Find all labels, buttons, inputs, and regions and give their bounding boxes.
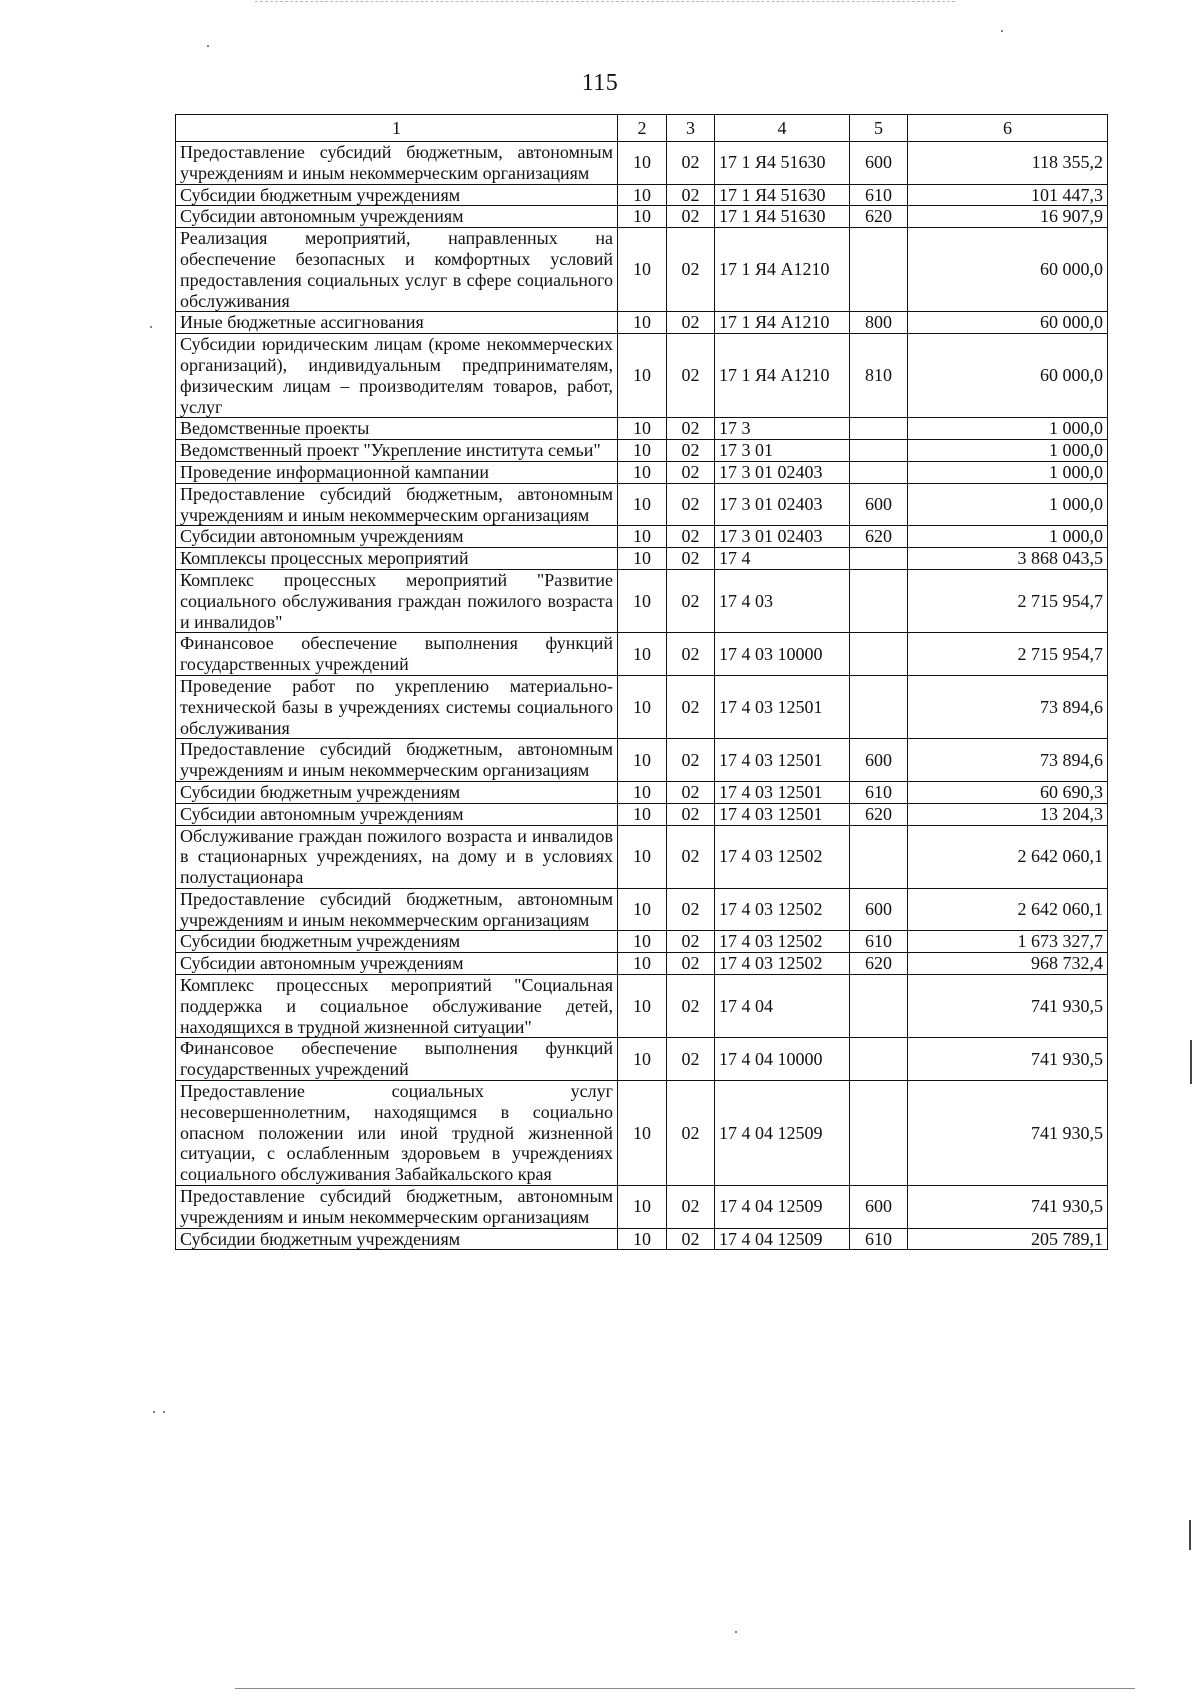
- row-amount-cell: 2 642 060,1: [908, 888, 1108, 931]
- row-amount-cell: 1 000,0: [908, 461, 1108, 483]
- row-amount-cell: 1 000,0: [908, 526, 1108, 548]
- table-row: [176, 1228, 1108, 1250]
- row-name-cell: Предоставление субсидий бюджетным, автономным учреждениям и иным некоммерческим организациям: [176, 888, 618, 931]
- row-expense-type-cell: [850, 228, 908, 312]
- table-row: [176, 931, 1108, 953]
- row-amount-cell: 205 789,1: [908, 1228, 1108, 1250]
- row-subsection-cell: 02: [667, 418, 715, 440]
- table-row: [176, 781, 1108, 803]
- header-cell-5: 5: [850, 115, 908, 142]
- table-row: [176, 526, 1108, 548]
- row-amount-cell: 60 000,0: [908, 312, 1108, 334]
- row-section-cell: 10: [618, 526, 667, 548]
- row-target-code-cell: 17 1 Я4 А1210: [715, 334, 850, 418]
- table-row: [176, 418, 1108, 440]
- table-row: [176, 440, 1108, 462]
- header-cell-4: 4: [715, 115, 850, 142]
- row-name-cell: Финансовое обеспечение выполнения функций государственных учреждений: [176, 1038, 618, 1081]
- row-amount-cell: 60 000,0: [908, 334, 1108, 418]
- row-amount-cell: 60 690,3: [908, 781, 1108, 803]
- scan-speck: [163, 1411, 165, 1413]
- row-amount-cell: 1 000,0: [908, 483, 1108, 526]
- row-name-cell: Иные бюджетные ассигнования: [176, 312, 618, 334]
- row-name-cell: Комплекс процессных мероприятий "Социальная поддержка и социальное обслуживание детей, находящихся в трудной жизненной ситуации": [176, 975, 618, 1038]
- row-target-code-cell: 17 3 01 02403: [715, 526, 850, 548]
- row-name-cell: Предоставление субсидий бюджетным, автономным учреждениям и иным некоммерческим организациям: [176, 483, 618, 526]
- row-subsection-cell: 02: [667, 334, 715, 418]
- row-name-cell: Ведомственные проекты: [176, 418, 618, 440]
- scan-top-edge: [255, 1, 955, 2]
- row-target-code-cell: 17 4: [715, 548, 850, 570]
- row-name-cell: Комплекс процессных мероприятий "Развитие социального обслуживания граждан пожилого возраста и инвалидов": [176, 569, 618, 632]
- table-row: [176, 548, 1108, 570]
- scan-speck: [153, 1411, 155, 1413]
- row-name-cell: Субсидии автономным учреждениям: [176, 803, 618, 825]
- row-target-code-cell: 17 4 04 12509: [715, 1228, 850, 1250]
- row-section-cell: 10: [618, 206, 667, 228]
- row-amount-cell: 2 715 954,7: [908, 569, 1108, 632]
- table-row: [176, 228, 1108, 312]
- row-name-cell: Субсидии бюджетным учреждениям: [176, 781, 618, 803]
- row-expense-type-cell: 600: [850, 142, 908, 185]
- row-amount-cell: 1 673 327,7: [908, 931, 1108, 953]
- row-target-code-cell: 17 4 03 12501: [715, 803, 850, 825]
- scan-bottom-edge: [235, 1688, 1135, 1689]
- row-expense-type-cell: 620: [850, 953, 908, 975]
- row-amount-cell: 13 204,3: [908, 803, 1108, 825]
- row-amount-cell: 741 930,5: [908, 1081, 1108, 1186]
- row-section-cell: 10: [618, 334, 667, 418]
- table-row: [176, 142, 1108, 185]
- row-target-code-cell: 17 1 Я4 А1210: [715, 312, 850, 334]
- row-section-cell: 10: [618, 142, 667, 185]
- header-cell-2: 2: [618, 115, 667, 142]
- row-section-cell: 10: [618, 1186, 667, 1229]
- header-cell-6: 6: [908, 115, 1108, 142]
- row-subsection-cell: 02: [667, 184, 715, 206]
- row-expense-type-cell: 800: [850, 312, 908, 334]
- row-expense-type-cell: 600: [850, 739, 908, 782]
- table-row: [176, 825, 1108, 888]
- table-row: [176, 1081, 1108, 1186]
- row-subsection-cell: 02: [667, 1038, 715, 1081]
- row-expense-type-cell: 600: [850, 888, 908, 931]
- row-name-cell: Финансовое обеспечение выполнения функций государственных учреждений: [176, 633, 618, 676]
- row-name-cell: Субсидии автономным учреждениям: [176, 526, 618, 548]
- row-target-code-cell: 17 4 03: [715, 569, 850, 632]
- row-subsection-cell: 02: [667, 975, 715, 1038]
- table-row: [176, 888, 1108, 931]
- row-name-cell: Предоставление субсидий бюджетным, автономным учреждениям и иным некоммерческим организациям: [176, 1186, 618, 1229]
- row-target-code-cell: 17 1 Я4 51630: [715, 142, 850, 185]
- row-expense-type-cell: [850, 975, 908, 1038]
- row-target-code-cell: 17 3: [715, 418, 850, 440]
- row-expense-type-cell: [850, 1038, 908, 1081]
- row-amount-cell: 3 868 043,5: [908, 548, 1108, 570]
- table-row: [176, 739, 1108, 782]
- table-row: [176, 975, 1108, 1038]
- row-section-cell: 10: [618, 312, 667, 334]
- row-section-cell: 10: [618, 1228, 667, 1250]
- row-name-cell: Ведомственный проект "Укрепление института семьи": [176, 440, 618, 462]
- row-expense-type-cell: 620: [850, 526, 908, 548]
- row-section-cell: 10: [618, 440, 667, 462]
- row-target-code-cell: 17 4 03 10000: [715, 633, 850, 676]
- row-amount-cell: 2 715 954,7: [908, 633, 1108, 676]
- table-row: [176, 675, 1108, 738]
- row-name-cell: Обслуживание граждан пожилого возраста и инвалидов в стационарных учреждениях, на дому и в условиях полустационара: [176, 825, 618, 888]
- row-section-cell: 10: [618, 825, 667, 888]
- row-target-code-cell: 17 4 03 12502: [715, 931, 850, 953]
- row-expense-type-cell: 610: [850, 184, 908, 206]
- row-target-code-cell: 17 1 Я4 51630: [715, 184, 850, 206]
- row-amount-cell: 2 642 060,1: [908, 825, 1108, 888]
- row-section-cell: 10: [618, 931, 667, 953]
- row-subsection-cell: 02: [667, 1186, 715, 1229]
- row-expense-type-cell: [850, 418, 908, 440]
- row-expense-type-cell: 600: [850, 1186, 908, 1229]
- row-expense-type-cell: 610: [850, 781, 908, 803]
- row-name-cell: Субсидии бюджетным учреждениям: [176, 1228, 618, 1250]
- row-target-code-cell: 17 4 03 12502: [715, 953, 850, 975]
- row-target-code-cell: 17 4 03 12501: [715, 739, 850, 782]
- table-row: [176, 1186, 1108, 1229]
- row-subsection-cell: 02: [667, 142, 715, 185]
- row-amount-cell: 73 894,6: [908, 739, 1108, 782]
- scan-speck: [207, 45, 209, 47]
- row-amount-cell: 968 732,4: [908, 953, 1108, 975]
- row-name-cell: Субсидии автономным учреждениям: [176, 206, 618, 228]
- header-cell-3: 3: [667, 115, 715, 142]
- row-section-cell: 10: [618, 803, 667, 825]
- row-subsection-cell: 02: [667, 803, 715, 825]
- scan-speck: [150, 326, 152, 328]
- row-target-code-cell: 17 1 Я4 51630: [715, 206, 850, 228]
- row-expense-type-cell: [850, 548, 908, 570]
- row-expense-type-cell: [850, 675, 908, 738]
- scan-margin-mark: [1190, 1040, 1192, 1084]
- row-subsection-cell: 02: [667, 569, 715, 632]
- row-name-cell: Субсидии бюджетным учреждениям: [176, 184, 618, 206]
- row-amount-cell: 73 894,6: [908, 675, 1108, 738]
- row-section-cell: 10: [618, 888, 667, 931]
- row-name-cell: Реализация мероприятий, направленных на обеспечение безопасных и комфортных условий предоставления социальных услуг в сфере социального обслуживания: [176, 228, 618, 312]
- row-name-cell: Проведение работ по укреплению материально-технической базы в учреждениях системы социального обслуживания: [176, 675, 618, 738]
- table-row: [176, 483, 1108, 526]
- row-subsection-cell: 02: [667, 739, 715, 782]
- row-name-cell: Субсидии юридическим лицам (кроме некоммерческих организаций), индивидуальным предпринимателям, физическим лицам – производителям товаров, работ, услуг: [176, 334, 618, 418]
- row-section-cell: 10: [618, 675, 667, 738]
- row-subsection-cell: 02: [667, 825, 715, 888]
- row-expense-type-cell: [850, 569, 908, 632]
- row-name-cell: Предоставление субсидий бюджетным, автономным учреждениям и иным некоммерческим организациям: [176, 739, 618, 782]
- row-subsection-cell: 02: [667, 1228, 715, 1250]
- row-target-code-cell: 17 4 03 12502: [715, 888, 850, 931]
- table-row: [176, 569, 1108, 632]
- table-row: [176, 206, 1108, 228]
- row-expense-type-cell: [850, 633, 908, 676]
- scan-speck: [1001, 30, 1003, 32]
- table-row: [176, 461, 1108, 483]
- row-target-code-cell: 17 4 03 12502: [715, 825, 850, 888]
- scan-speck: [735, 1631, 737, 1633]
- row-expense-type-cell: 610: [850, 931, 908, 953]
- row-subsection-cell: 02: [667, 440, 715, 462]
- row-subsection-cell: 02: [667, 312, 715, 334]
- table-row: [176, 312, 1108, 334]
- row-amount-cell: 101 447,3: [908, 184, 1108, 206]
- row-expense-type-cell: 620: [850, 206, 908, 228]
- row-target-code-cell: 17 4 03 12501: [715, 675, 850, 738]
- row-name-cell: Комплексы процессных мероприятий: [176, 548, 618, 570]
- row-section-cell: 10: [618, 739, 667, 782]
- row-target-code-cell: 17 1 Я4 А1210: [715, 228, 850, 312]
- table-row: [176, 334, 1108, 418]
- row-expense-type-cell: [850, 440, 908, 462]
- row-amount-cell: 1 000,0: [908, 440, 1108, 462]
- row-amount-cell: 741 930,5: [908, 975, 1108, 1038]
- scan-margin-mark: [1189, 1520, 1191, 1550]
- row-name-cell: Субсидии бюджетным учреждениям: [176, 931, 618, 953]
- row-section-cell: 10: [618, 633, 667, 676]
- row-section-cell: 10: [618, 975, 667, 1038]
- row-amount-cell: 16 907,9: [908, 206, 1108, 228]
- row-amount-cell: 1 000,0: [908, 418, 1108, 440]
- row-subsection-cell: 02: [667, 228, 715, 312]
- row-target-code-cell: 17 4 04: [715, 975, 850, 1038]
- row-subsection-cell: 02: [667, 675, 715, 738]
- row-expense-type-cell: 810: [850, 334, 908, 418]
- row-expense-type-cell: 620: [850, 803, 908, 825]
- table-row: [176, 633, 1108, 676]
- row-section-cell: 10: [618, 953, 667, 975]
- row-subsection-cell: 02: [667, 526, 715, 548]
- table-row: [176, 184, 1108, 206]
- budget-table: [175, 114, 1108, 1250]
- row-name-cell: Субсидии автономным учреждениям: [176, 953, 618, 975]
- row-amount-cell: 118 355,2: [908, 142, 1108, 185]
- row-section-cell: 10: [618, 228, 667, 312]
- row-expense-type-cell: 610: [850, 1228, 908, 1250]
- row-amount-cell: 60 000,0: [908, 228, 1108, 312]
- page-number: 115: [581, 70, 619, 96]
- row-subsection-cell: 02: [667, 633, 715, 676]
- row-expense-type-cell: 600: [850, 483, 908, 526]
- row-target-code-cell: 17 4 04 12509: [715, 1186, 850, 1229]
- row-subsection-cell: 02: [667, 206, 715, 228]
- row-target-code-cell: 17 4 04 12509: [715, 1081, 850, 1186]
- row-expense-type-cell: [850, 461, 908, 483]
- row-expense-type-cell: [850, 825, 908, 888]
- row-target-code-cell: 17 3 01 02403: [715, 461, 850, 483]
- row-target-code-cell: 17 3 01: [715, 440, 850, 462]
- row-subsection-cell: 02: [667, 461, 715, 483]
- row-target-code-cell: 17 4 03 12501: [715, 781, 850, 803]
- table-row: [176, 803, 1108, 825]
- row-section-cell: 10: [618, 1038, 667, 1081]
- row-subsection-cell: 02: [667, 888, 715, 931]
- row-subsection-cell: 02: [667, 548, 715, 570]
- row-subsection-cell: 02: [667, 953, 715, 975]
- row-subsection-cell: 02: [667, 781, 715, 803]
- row-section-cell: 10: [618, 1081, 667, 1186]
- row-subsection-cell: 02: [667, 483, 715, 526]
- row-amount-cell: 741 930,5: [908, 1038, 1108, 1081]
- row-target-code-cell: 17 3 01 02403: [715, 483, 850, 526]
- row-target-code-cell: 17 4 04 10000: [715, 1038, 850, 1081]
- row-name-cell: Проведение информационной кампании: [176, 461, 618, 483]
- row-subsection-cell: 02: [667, 931, 715, 953]
- row-section-cell: 10: [618, 184, 667, 206]
- row-expense-type-cell: [850, 1081, 908, 1186]
- header-row: [176, 115, 1108, 142]
- table-row: [176, 953, 1108, 975]
- row-section-cell: 10: [618, 548, 667, 570]
- row-amount-cell: 741 930,5: [908, 1186, 1108, 1229]
- row-name-cell: Предоставление социальных услуг несовершеннолетним, находящимся в социально опасном положении или иной трудной жизненной ситуации, с ослабленным здоровьем в учреждениях социального обслуживания Забайкальского края: [176, 1081, 618, 1186]
- row-section-cell: 10: [618, 418, 667, 440]
- row-name-cell: Предоставление субсидий бюджетным, автономным учреждениям и иным некоммерческим организациям: [176, 142, 618, 185]
- table-row: [176, 1038, 1108, 1081]
- header-cell-1: 1: [176, 115, 618, 142]
- row-subsection-cell: 02: [667, 1081, 715, 1186]
- row-section-cell: 10: [618, 461, 667, 483]
- row-section-cell: 10: [618, 569, 667, 632]
- row-section-cell: 10: [618, 781, 667, 803]
- row-section-cell: 10: [618, 483, 667, 526]
